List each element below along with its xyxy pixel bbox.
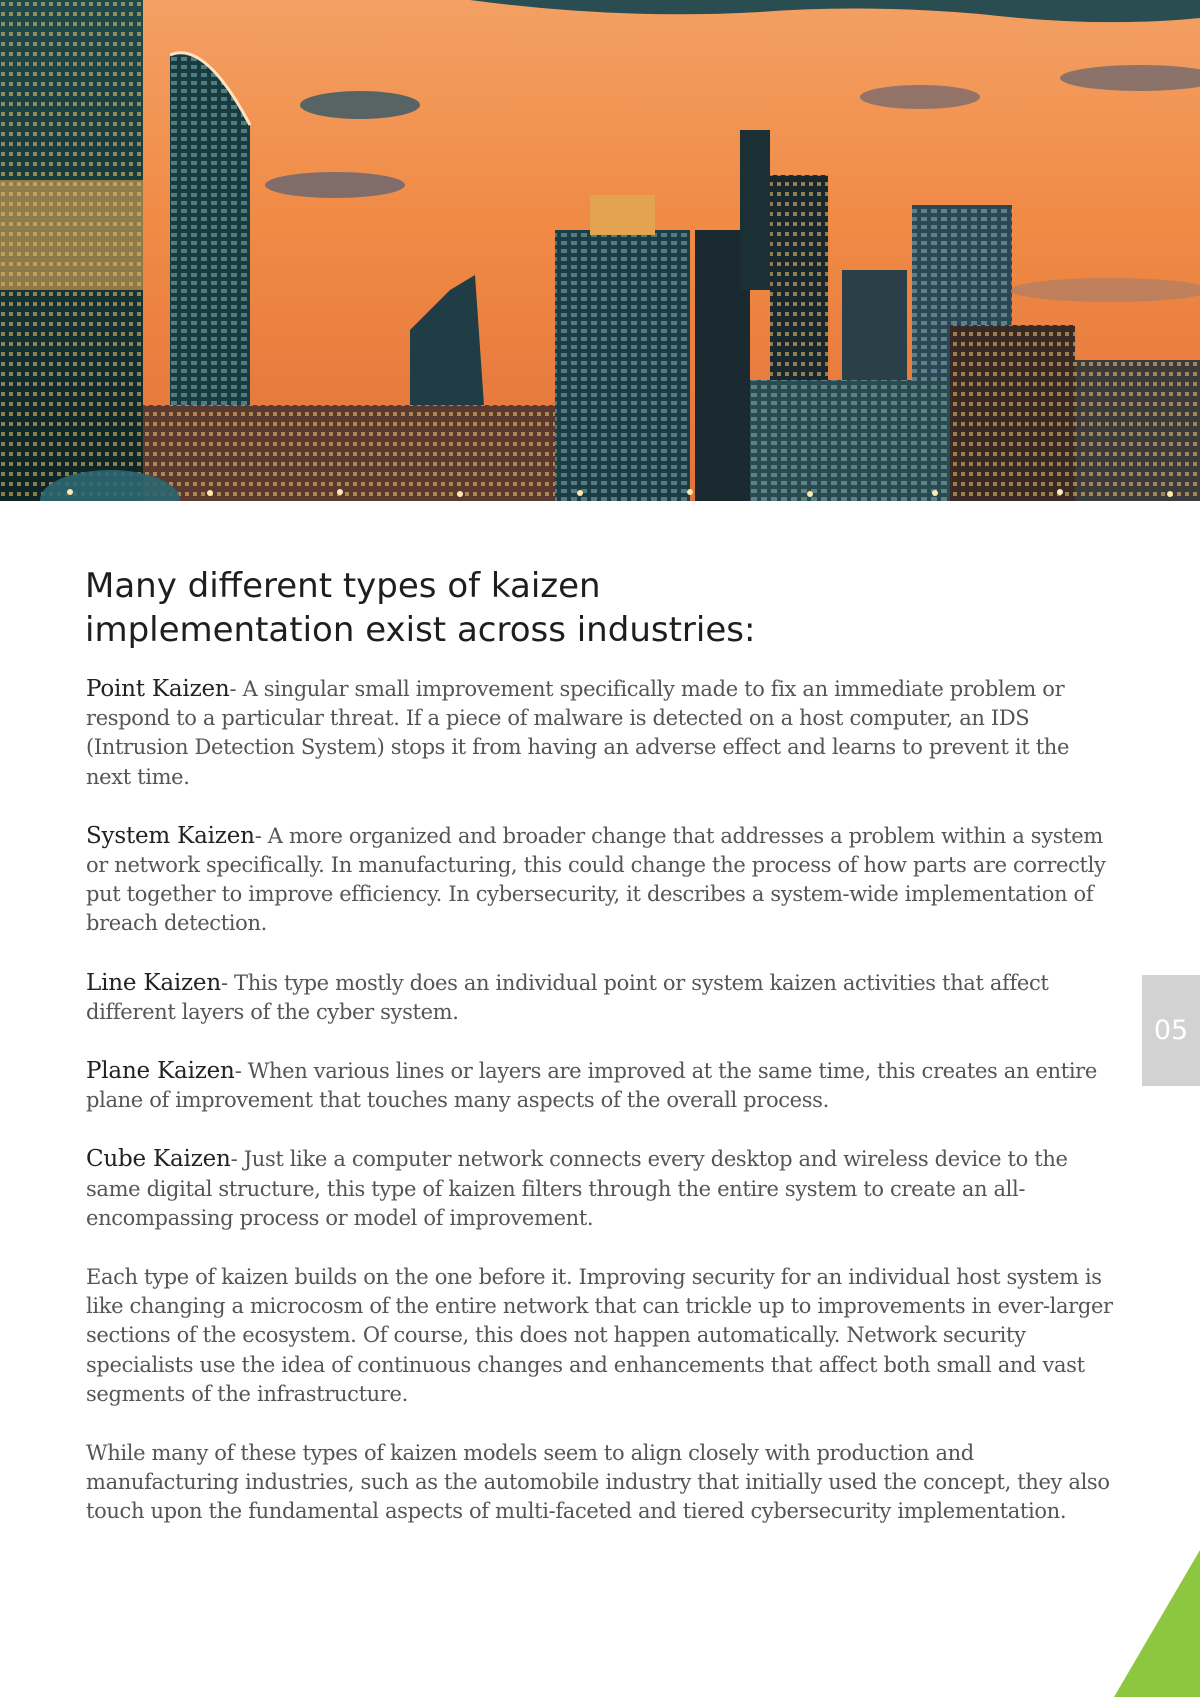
section-line-kaizen bbox=[86, 969, 1116, 1027]
paragraph-kaizen-builds: Each type of kaizen builds on the one before it. Improving security for an individual host system is like changing a microcosm of the entire network that can trickle up to improvements in ever-larger sections of the ecosystem. Of course, this does not happen automatically. Network security specialists use the idea of continuous changes and enhancements that affect both small and vast segments of the infrastructure. bbox=[86, 1265, 1113, 1406]
page-number: 05 bbox=[1153, 1015, 1189, 1046]
section-term: Point Kaizen bbox=[86, 676, 230, 702]
section-term: System Kaizen bbox=[86, 822, 255, 849]
section-description: - When various lines or layers are improved at the same time, this creates an entire plane of improvement that touches many aspects of the overall process. bbox=[86, 1059, 1097, 1113]
skyline-illustration bbox=[0, 0, 1200, 501]
section-description: - Just like a computer network connects every desktop and wireless device to the same digital structure, this type of kaizen filters through the entire system to create an all-encompassing process or model of improvement. bbox=[86, 1147, 1068, 1230]
page-number-tab bbox=[1142, 975, 1200, 1086]
paragraph-kaizen-models: While many of these types of kaizen models seem to align closely with production and manufacturing industries, such as the automobile industry that initially used the concept, they also touch upon the fundamental aspects of multi-faceted and tiered cybersecurity implementation. bbox=[86, 1441, 1110, 1524]
green-corner-accent bbox=[1114, 1550, 1200, 1697]
section-point-kaizen bbox=[86, 675, 1116, 792]
section-cube-kaizen bbox=[86, 1145, 1116, 1233]
heading-line-2: implementation exist across industries: bbox=[85, 610, 756, 650]
section-term: Cube Kaizen bbox=[86, 1146, 231, 1173]
page-heading bbox=[85, 564, 985, 652]
section-term: Plane Kaizen bbox=[86, 1058, 235, 1085]
section-description: - A more organized and broader change that addresses a problem within a system or network specifically. In manufacturing, this could change the process of how parts are correctly put together to improve efficiency. In cybersecurity, it describes a system-wide implementation of breach detection. bbox=[86, 823, 1106, 936]
heading-line-1: Many different types of kaizen bbox=[85, 566, 601, 606]
section-plane-kaizen bbox=[86, 1057, 1116, 1115]
body-text bbox=[86, 675, 1116, 1557]
section-term: Line Kaizen bbox=[86, 969, 221, 996]
section-description: - A singular small improvement specifically made to fix an immediate problem or respond to a particular threat. If a piece of malware is detected on a host computer, an IDS (Intrusion Detection System) stops it from having an adverse effect and learns to prevent it the next time. bbox=[86, 677, 1070, 789]
hero-skyline-image bbox=[0, 0, 1200, 501]
section-description: - This type mostly does an individual point or system kaizen activities that affect different layers of the cyber system. bbox=[86, 970, 1049, 1024]
section-system-kaizen bbox=[86, 822, 1116, 939]
